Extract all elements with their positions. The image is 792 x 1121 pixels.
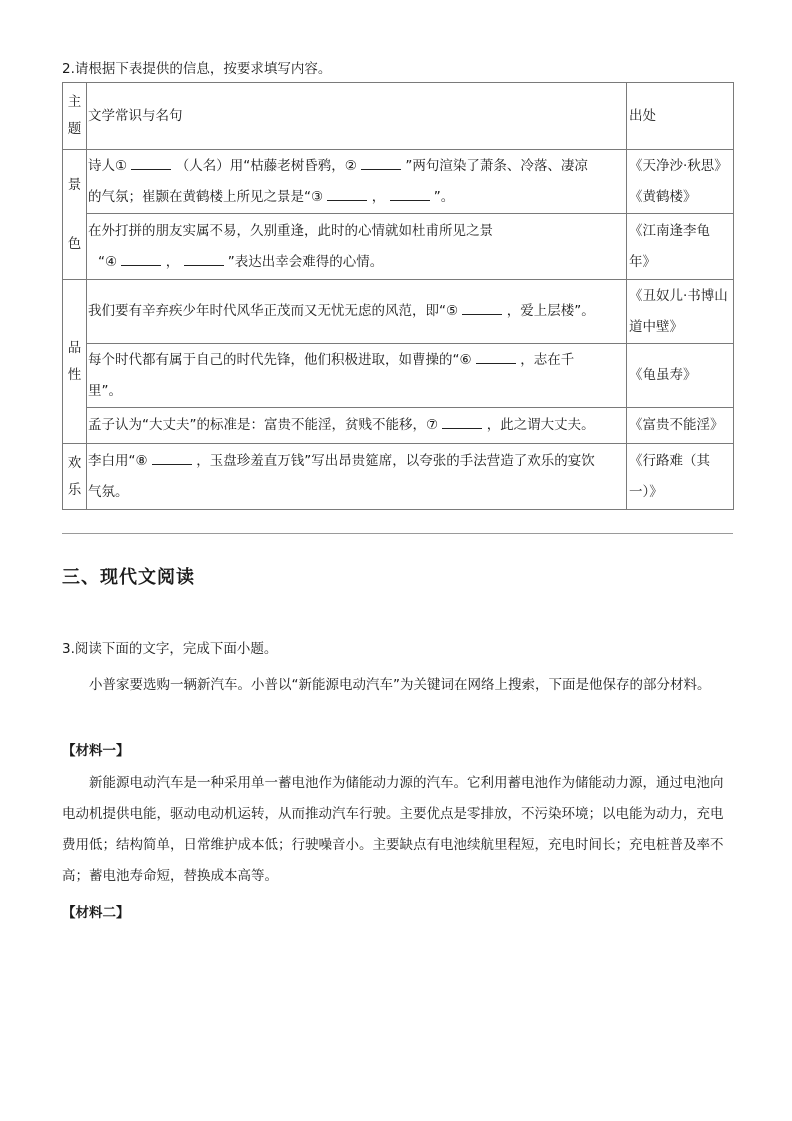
section-divider [62, 533, 733, 534]
table-row [63, 280, 734, 344]
theme-cell-joy [63, 444, 87, 510]
fill-blank-3a[interactable] [327, 186, 367, 201]
table-row [63, 214, 734, 280]
source-cell: 《天净沙·秋思》 《黄鹤楼》 [627, 150, 734, 214]
source-cell: 《行路难（其 一）》 [627, 444, 734, 510]
theme-char: 色 [67, 235, 82, 252]
fill-blank-7[interactable] [442, 414, 482, 429]
fill-blank-5[interactable] [462, 300, 502, 315]
source-cell: 《丑奴儿·书博山 道中壁》 [627, 280, 734, 344]
material-1-label: 【材料一】 [62, 743, 130, 759]
fill-blank-6[interactable] [476, 349, 516, 364]
question-2-stem: 2.请根据下表提供的信息，按要求填写内容。 [62, 61, 332, 77]
header-source-cell: 出处 [627, 83, 734, 150]
theme-char: 欢 [67, 454, 82, 471]
content-cell: 每个时代都有属于自己的时代先锋，他们积极进取，如曹操的“⑥ ，志在千 里”。 [87, 344, 627, 408]
source-cell: 《富贵不能淫》 [627, 408, 734, 444]
theme-char: 乐 [67, 481, 82, 498]
header-theme-cell [63, 83, 87, 150]
source-cell: 《江南逢李龟 年》 [627, 214, 734, 280]
theme-char: 性 [67, 366, 82, 383]
table-row [63, 150, 734, 214]
fill-blank-4b[interactable] [184, 251, 224, 266]
content-cell: 李白用“⑧ ，玉盘珍羞直万钱”写出昂贵筵席，以夸张的手法营造了欢乐的宴饮 气氛。 [87, 444, 627, 510]
theme-cell-scenery [63, 150, 87, 280]
material-1-text: 新能源电动汽车是一种采用单一蓄电池作为储能动力源的汽车。它利用蓄电池作为储能动力源，通过电池向电动机提供电能，驱动电动机运转，从而推动汽车行驶。主要优点是零排放，不污染环境；以电能为动力，充电费用低；结构简单，日常维护成本低；行驶噪音小。主要缺点有电池续航里程短，充电时间长；充电桩普及率不高；蓄电池寿命短，替换成本高等。 [62, 775, 724, 884]
table-row [63, 344, 734, 408]
content-cell: 在外打拼的朋友实属不易，久别重逢，此时的心情就如杜甫所见之景 “④ ， ”表达出幸会难得的心情。 [87, 214, 627, 280]
question-3-intro: 小普家要选购一辆新汽车。小普以“新能源电动汽车”为关键词在网络上搜索，下面是他保存的部分材料。 [89, 677, 711, 693]
theme-char: 景 [67, 176, 82, 193]
header-theme-char: 题 [67, 121, 82, 137]
table-header-row [63, 83, 734, 150]
table-row [63, 444, 734, 510]
theme-cell-character [63, 280, 87, 444]
question-3-stem: 3.阅读下面的文字，完成下面小题。 [62, 641, 278, 657]
content-cell: 我们要有辛弃疾少年时代风华正茂而又无忧无虑的风范，即“⑤ ，爱上层楼”。 [87, 280, 627, 344]
source-cell: 《龟虽寿》 [627, 344, 734, 408]
fill-blank-4a[interactable] [121, 251, 161, 266]
fill-blank-2[interactable] [361, 155, 401, 170]
content-cell: 孟子认为“大丈夫”的标准是：富贵不能淫，贫贱不能移，⑦ ，此之谓大丈夫。 [87, 408, 627, 444]
header-theme-char: 主 [67, 94, 82, 110]
theme-char: 品 [67, 339, 82, 356]
fill-blank-3b[interactable] [390, 186, 430, 201]
content-cell: 诗人① （人名）用“枯藤老树昏鸦，② ”两句渲染了萧条、冷落、凄凉 的气氛；崔颢在黄鹤楼上所见之景是“③ ， ”。 [87, 150, 627, 214]
material-2-label: 【材料二】 [62, 905, 130, 921]
table-row [63, 408, 734, 444]
header-content-cell: 文学常识与名句 [87, 83, 627, 150]
section-3-title: 三、现代文阅读 [62, 567, 195, 588]
fill-blank-1[interactable] [131, 155, 171, 170]
literature-table [62, 82, 734, 510]
fill-blank-8[interactable] [152, 450, 192, 465]
